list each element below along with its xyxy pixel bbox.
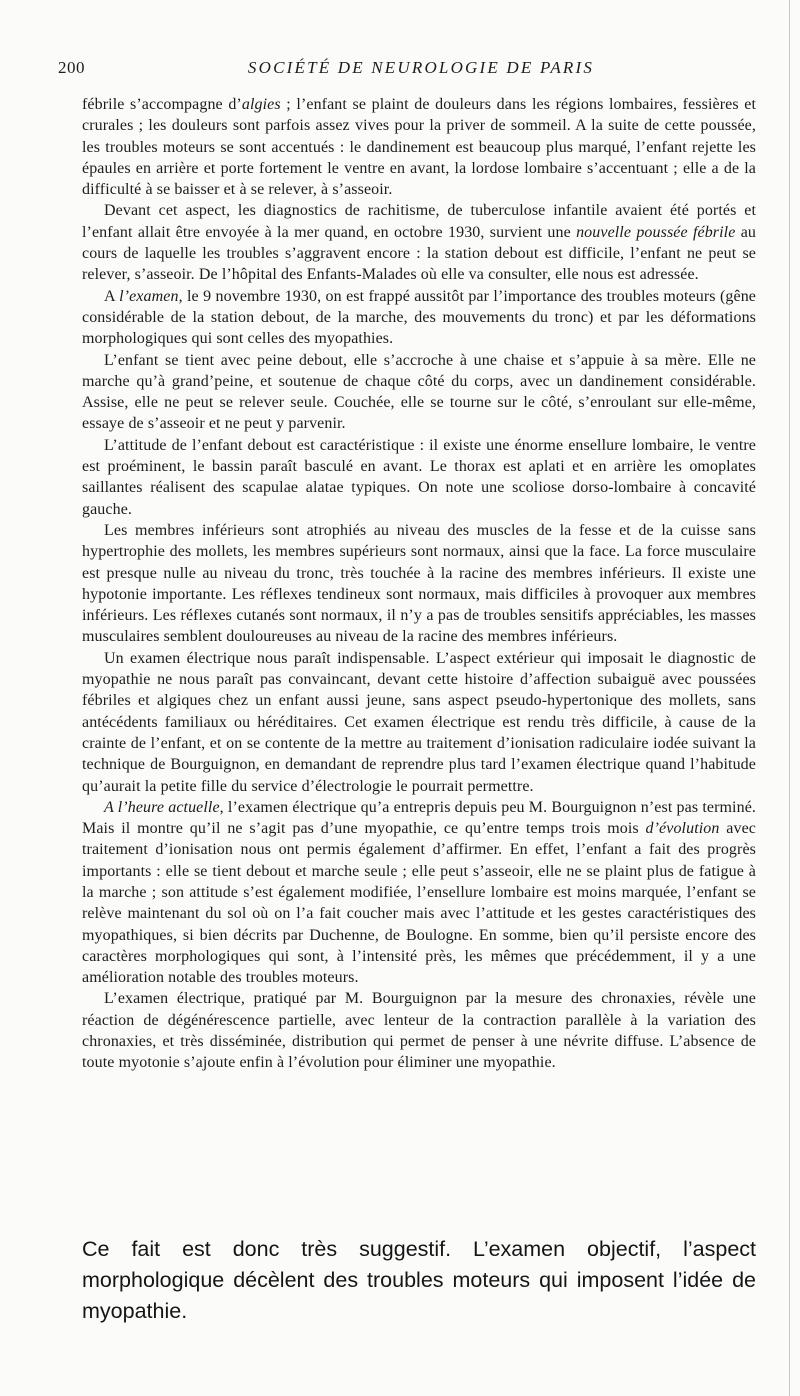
- page-header: [58, 58, 754, 80]
- paragraph-8: A l’heure actuelle, l’examen électrique qu’a entrepris depuis peu M. Bourguignon n’est pas terminé. Mais il montre qu’il ne s’agit pas d’une myopathie, ce qu’entre temps trois mois d’évolution avec traitement d’ionisation nous ont permis également d’affirmer. En effet, l’enfant a fait des progrès importants : elle se tient debout et marche seule ; elle peut s’asseoir, elle ne se plaint plus de fatigue à la marche ; son attitude s’est également modifiée, l’ensellure lombaire est moins marquée, l’enfant se relève maintenant du sol où on l’a fait coucher mais avec l’attitude et les gestes caractéristiques des myopathiques, si bien décrits par Duchenne, de Boulogne. En somme, bien qu’il persiste encore des caractères morphologiques qui sont, à l’intensité près, les mêmes que précédemment, il y a une amélioration notable des troubles moteurs.: [82, 798, 757, 987]
- page-edge-line: [789, 0, 790, 1396]
- emphasis-examen: l’examen: [119, 287, 179, 305]
- paragraph-2: Devant cet aspect, les diagnostics de rachitisme, de tuberculose infantile avaient été portés et l’enfant allait être envoyée à la mer quand, en octobre 1930, survient une nouvelle poussée fébrile au cours de laquelle les troubles s’aggravent encore : la station debout est difficile, l’enfant ne peut se relever, s’asseoir. De l’hôpital des Enfants-Malades où elle va consulter, elle nous est adressée.: [82, 202, 756, 284]
- paragraph-6: Les membres inférieurs sont atrophiés au niveau des muscles de la fesse et de la cuisse sans hypertrophie des mollets, les membres supérieurs sont normaux, ainsi que la face. La force musculaire est presque nulle au niveau du tronc, très touchée à la racine des membres inférieurs. Il existe une hypotonie importante. Les réflexes tendineux sont normaux, mais difficiles à provoquer aux membres inférieurs. Les réflexes cutanés sont normaux, il n’y a pas de troubles sensitifs appréciables, les masses musculaires semblent douloureuses au niveau de la racine des membres inférieurs.: [82, 521, 756, 646]
- page-number: 200: [58, 58, 85, 77]
- paragraph-9: L’examen électrique, pratiqué par M. Bourguignon par la mesure des chronaxies, révèle une réaction de dégénérescence partielle, avec lenteur de la contraction parallèle à la variation des chronaxies, et très disséminée, distribution qui permet de penser à une névrite diffuse. L’absence de toute myotonie s’ajoute enfin à l’évolution pour éliminer une myopathie.: [82, 990, 756, 1072]
- body-text: [82, 94, 756, 1074]
- emphasis-evolution: d’évolution: [645, 820, 720, 838]
- paragraph-5: L’attitude de l’enfant debout est caractéristique : il existe une énorme ensellure lombaire, le ventre est proéminent, le bassin paraît basculé en avant. Le thorax est aplati et en arrière les omoplates saillantes réalisent des scapulae alatae typiques. On note une scoliose dorso-lombaire à concavité gauche.: [82, 436, 756, 518]
- emphasis-nouvelle-poussee: nouvelle poussée fébrile: [576, 223, 736, 241]
- paragraph-4: L’enfant se tient avec peine debout, elle s’accroche à une chaise et s’appuie à sa mère. Elle ne marche qu’à grand’peine, et soutenue de chaque côté du corps, avec un dandinement considérable. Assise, elle ne peut se relever seule. Couchée, elle se tourne sur le côté, s’enroulant sur elle-même, essaye de s’asseoir et ne peut y parvenir.: [82, 351, 756, 433]
- paragraph-3: A l’examen, le 9 novembre 1930, on est frappé aussitôt par l’importance des troubles moteurs (gêne considérable de la station debout, de la marche, des mouvements du tronc) et par les déformations morphologiques qui sont celles des myopathies.: [82, 287, 756, 348]
- emphasis-heure-actuelle: A l’heure actuelle: [104, 798, 220, 816]
- emphasis-algies: algies: [241, 96, 281, 113]
- paragraph-1: fébrile s’accompagne d’algies ; l’enfant se plaint de douleurs dans les régions lombaires, fessières et crurales ; les douleurs sont parfois assez vives pour la priver de sommeil. A la suite de cette poussée, les troubles moteurs se sont accentués : le dandinement est beaucoup plus marqué, l’enfant rejette les épaules en arrière et porte fortement le ventre en avant, la lordose lombaire s’accentuant ; elle a de la difficulté à se baisser et à se relever, à s’asseoir.: [82, 96, 756, 199]
- paragraph-7: Un examen électrique nous paraît indispensable. L’aspect extérieur qui imposait le diagnostic de myopathie ne nous paraît pas convaincant, devant cette histoire d’affection subaiguë avec poussées fébriles et algiques chez un enfant aussi jeune, sans aspect pseudo-hypertonique des mollets, sans antécédents familiaux ou héréditaires. Cet examen électrique est rendu très difficile, à cause de la crainte de l’enfant, et on se contente de la mettre au traitement d’ionisation radiculaire iodée suivant la technique de Bourguignon, en demandant de reprendre plus tard l’examen électrique quand l’habitude qu’aurait la petite fille du service d’électrologie le pourrait permettre.: [82, 649, 756, 795]
- conclusion-text: Ce fait est donc très suggestif. L’examen objectif, l’aspect morphologique décèlent des troubles moteurs qui imposent l’idée de myopathie.: [82, 1237, 756, 1323]
- running-title: SOCIÉTÉ DE NEUROLOGIE DE PARIS: [247, 58, 595, 77]
